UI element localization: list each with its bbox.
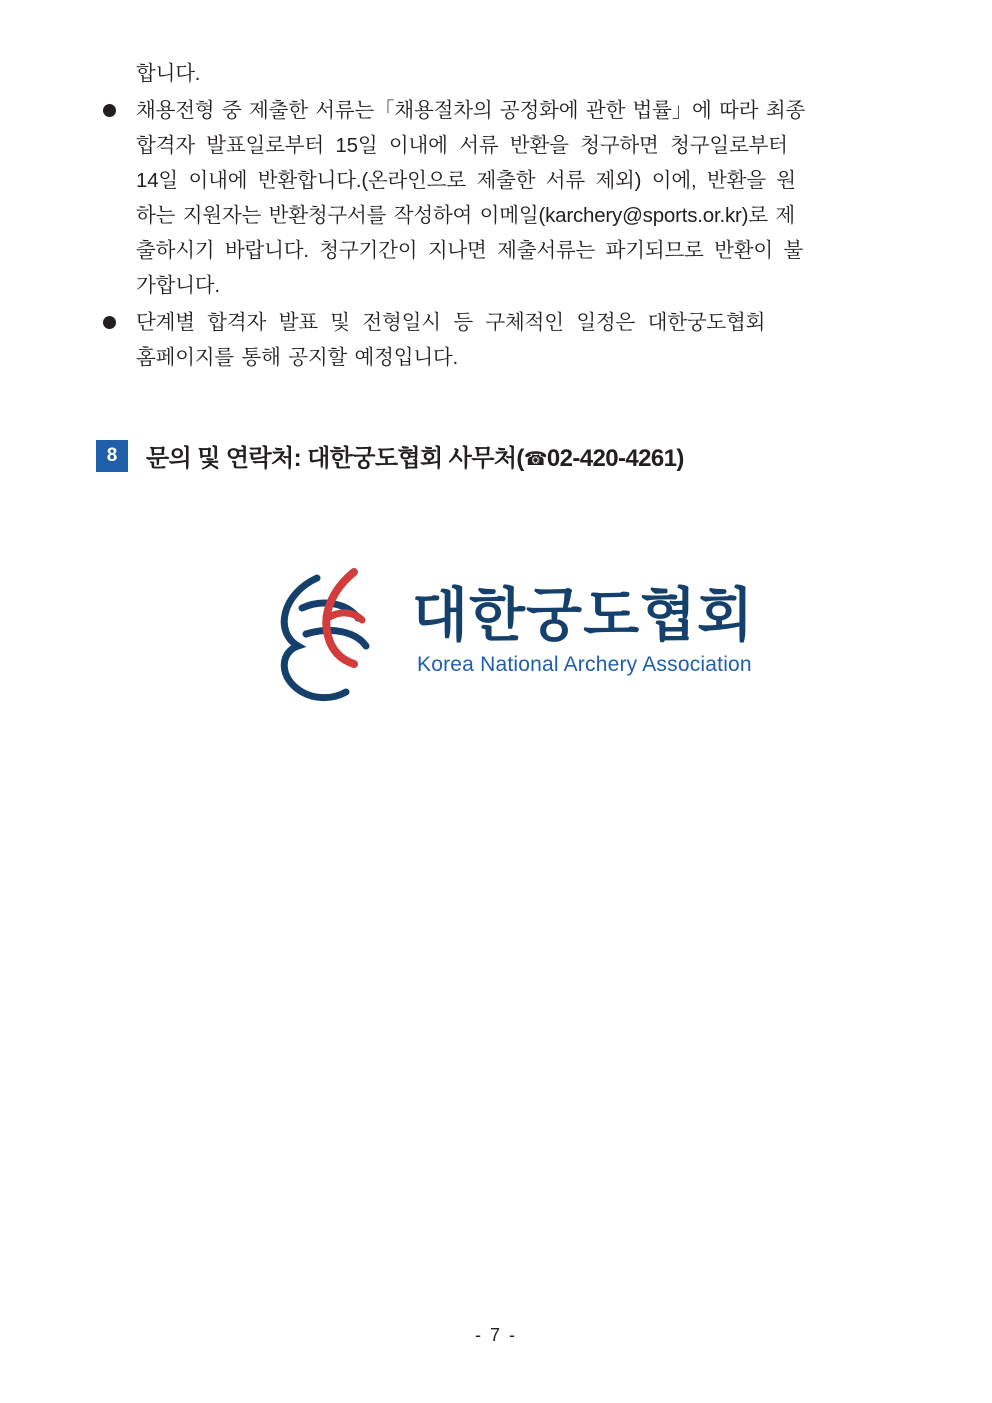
bullet-line: 출하시기 바랍니다. 청구기간이 지나면 제출서류는 파기되므로 반환이 불 xyxy=(136,239,804,262)
bullet-line: 하는 지원자는 반환청구서를 작성하여 이메일(karchery@sports.or.kr)로 제 xyxy=(136,204,795,227)
continued-text: 합니다. xyxy=(136,62,201,85)
section-title-prefix: 문의 및 연락처: 대한궁도협회 사무처( xyxy=(146,445,524,472)
bullet-line: 가합니다. xyxy=(136,274,220,297)
section-number-badge: 8 xyxy=(96,440,128,472)
bullet-line: 14일 이내에 반환합니다.(온라인으로 제출한 서류 제외) 이에, 반환을 원 xyxy=(136,169,796,192)
logo-korean-name: 대한궁도협회 xyxy=(412,583,755,648)
logo-english-name: Korea National Archery Association xyxy=(417,653,752,676)
bullet-line: 홈페이지를 통해 공지할 예정입니다. xyxy=(136,346,459,369)
bullet-item xyxy=(96,305,906,375)
bullet-line: 단계별 합격자 발표 및 전형일시 등 구체적인 일정은 대한궁도협회 xyxy=(136,311,766,334)
section-title-suffix: ) xyxy=(676,445,684,472)
bullet-dot-icon xyxy=(103,104,116,117)
bullet-line: 채용전형 중 제출한 서류는「채용절차의 공정화에 관한 법률」에 따라 최종 xyxy=(136,99,806,122)
body-content xyxy=(96,56,906,375)
telephone-icon: ☎ xyxy=(523,449,547,470)
bullet-item xyxy=(96,93,906,303)
section-heading xyxy=(96,438,684,473)
page-number: - 7 - xyxy=(474,1325,517,1345)
archery-emblem-icon xyxy=(262,560,412,720)
bullet-dot-icon xyxy=(103,316,116,329)
association-logo xyxy=(262,560,762,720)
section-phone-number: 02-420-4261 xyxy=(546,445,677,472)
bullet-line: 합격자 발표일로부터 15일 이내에 서류 반환을 청구하면 청구일로부터 xyxy=(136,134,788,157)
section-title xyxy=(146,438,684,473)
